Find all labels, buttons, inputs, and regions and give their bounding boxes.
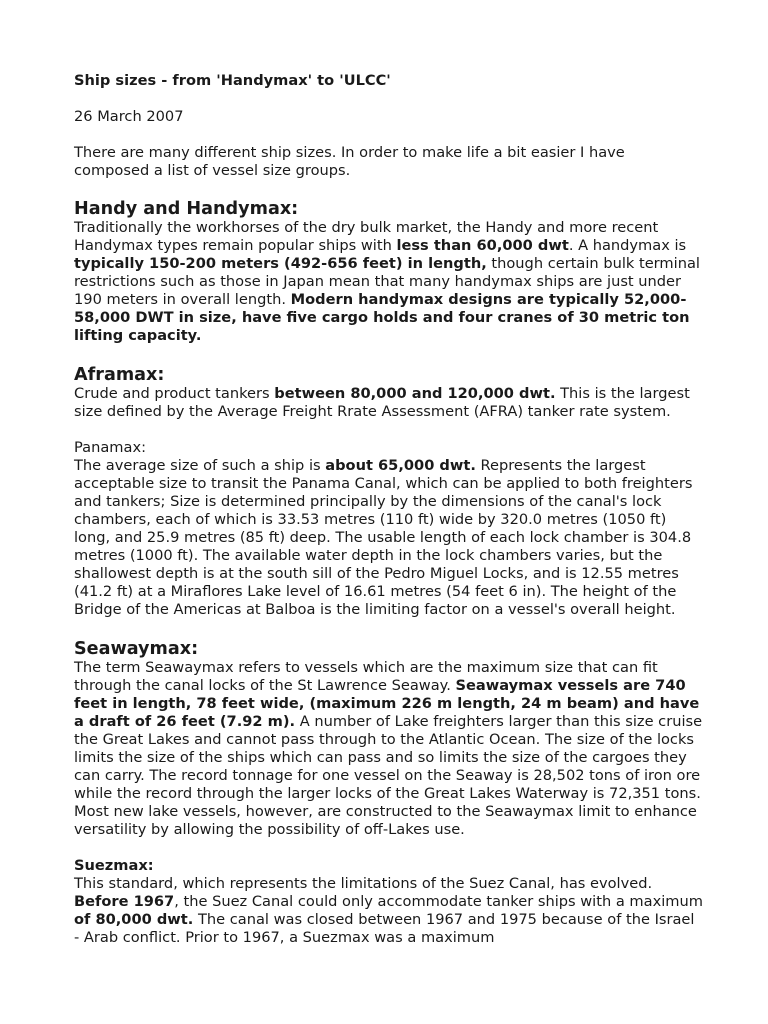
document-title: Ship sizes - from 'Handymax' to 'ULCC': [74, 72, 391, 89]
heading-handy: Handy and Handymax:: [74, 199, 299, 219]
document-date: 26 March 2007: [74, 108, 184, 125]
heading-panamax: Panamax:: [74, 439, 146, 456]
paragraph-aframax: Crude and product tankers between 80,000 and 120,000 dwt. This is the largest size defined by the Average Freight Rrate Assessment (AFRA) tanker rate system.: [74, 385, 690, 420]
paragraph-suezmax: This standard, which represents the limitations of the Suez Canal, has evolved. Before 1967, the Suez Canal could only accommodate tanker ships with a maximum of 80,000 dwt. The canal was closed between 1967 and 1975 because of the Israel - Arab conflict. Prior to 1967, a Suezmax was a maximum: [74, 875, 703, 946]
heading-seawaymax: Seawaymax:: [74, 639, 199, 659]
paragraph-handy: Traditionally the workhorses of the dry bulk market, the Handy and more recent Handymax types remain popular ships with less than 60,000 dwt. A handymax is typically 150-200 meters (492-656 feet) in length, though certain bulk terminal restrictions such as those in Japan mean that many handymax ships are just under 190 meters in overall length. Modern handymax designs are typically 52,000-58,000 DWT in size, have five cargo holds and four cranes of 30 metric ton lifting capacity.: [74, 219, 700, 344]
heading-aframax: Aframax:: [74, 365, 165, 385]
paragraph-panamax: The average size of such a ship is about 65,000 dwt. Represents the largest acceptable size to transit the Panama Canal, which can be applied to both freighters and tankers; Size is determined principally by the dimensions of the canal's lock chambers, each of which is 33.53 metres (110 ft) wide by 320.0 metres (1050 ft) long, and 25.9 metres (85 ft) deep. The usable length of each lock chamber is 304.8 metres (1000 ft). The available water depth in the lock chambers varies, but the shallowest depth is at the south sill of the Pedro Miguel Locks, and is 12.55 metres (41.2 ft) at a Miraflores Lake level of 16.61 metres (54 feet 6 in). The height of the Bridge of the Americas at Balboa is the limiting factor on a vessel's overall height.: [74, 457, 693, 618]
paragraph-seawaymax: The term Seawaymax refers to vessels which are the maximum size that can fit through the canal locks of the St Lawrence Seaway. Seawaymax vessels are 740 feet in length, 78 feet wide, (maximum 226 m length, 24 m beam) and have a draft of 26 feet (7.92 m). A number of Lake freighters larger than this size cruise the Great Lakes and cannot pass through to the Atlantic Ocean. The size of the locks limits the size of the ships which can pass and so limits the size of the cargoes they can carry. The record tonnage for one vessel on the Seaway is 28,502 tons of iron ore while the record through the larger locks of the Great Lakes Waterway is 72,351 tons. Most new lake vessels, however, are constructed to the Seawaymax limit to enhance versatility by allowing the possibility of off-Lakes use.: [74, 659, 703, 838]
document-page: [74, 72, 704, 947]
heading-suezmax: Suezmax:: [74, 857, 154, 874]
intro-paragraph: There are many different ship sizes. In order to make life a bit easier I have composed a list of vessel size groups.: [74, 144, 625, 179]
